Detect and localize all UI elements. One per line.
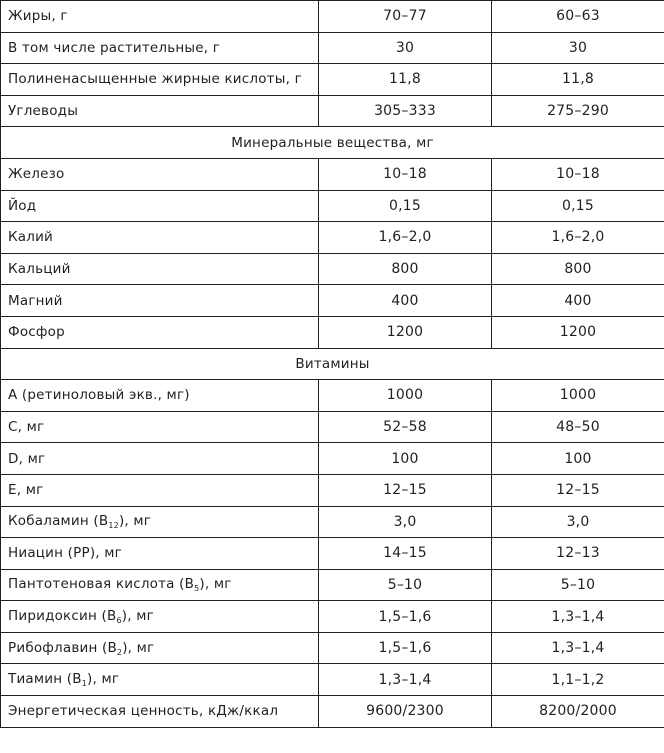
section-header-row [1,127,664,159]
value-cell-2: 1,1–1,2 [492,664,664,696]
row-label: Ниацин (PP), мг [1,538,319,570]
value-cell-2: 5–10 [492,569,664,601]
value-cell-2: 0,15 [492,190,664,222]
value-cell-1: 1,5–1,6 [319,632,492,664]
row-label [1,601,319,633]
table-row [1,632,664,664]
table-row [1,443,664,475]
label-text: Пиридоксин (B [8,608,117,625]
value-cell-1: 52–58 [319,411,492,443]
row-label: Магний [1,285,319,317]
value-cell-1: 1,6–2,0 [319,222,492,254]
label-text-end: ), мг [122,639,155,656]
value-cell-1: 14–15 [319,538,492,570]
nutrition-table-body [1,1,664,728]
value-cell-2: 275–290 [492,95,664,127]
row-label: D, мг [1,443,319,475]
table-row [1,601,664,633]
row-label: Фосфор [1,316,319,348]
value-cell-2: 12–15 [492,474,664,506]
label-text: Тиамин (B [8,671,82,688]
value-cell-2: 1,3–1,4 [492,601,664,633]
row-label: Полиненасыщенные жирные кислоты, г [1,64,319,96]
value-cell-2: 1,3–1,4 [492,632,664,664]
table-row [1,253,664,285]
value-cell-1: 1200 [319,316,492,348]
row-label: Кальций [1,253,319,285]
value-cell-2: 10–18 [492,158,664,190]
row-label: A (ретиноловый экв., мг) [1,380,319,412]
table-row [1,474,664,506]
value-cell-1: 305–333 [319,95,492,127]
row-label [1,506,319,538]
table-row [1,538,664,570]
row-label [1,664,319,696]
label-subscript: 6 [116,616,122,626]
value-cell-1: 11,8 [319,64,492,96]
section-header-minerals: Минеральные вещества, мг [1,127,664,159]
value-cell-1: 10–18 [319,158,492,190]
label-text: Кобаламин (B [8,513,109,530]
row-label [1,632,319,664]
row-label [1,569,319,601]
value-cell-2: 800 [492,253,664,285]
value-cell-2: 1,6–2,0 [492,222,664,254]
table-row [1,316,664,348]
value-cell-2: 11,8 [492,64,664,96]
value-cell-2: 1200 [492,316,664,348]
label-text-end: ), мг [199,576,232,593]
table-row [1,696,664,728]
table-row [1,190,664,222]
value-cell-2: 48–50 [492,411,664,443]
value-cell-2: 12–13 [492,538,664,570]
table-row [1,285,664,317]
label-text: Пантотеновая кислота (B [8,576,195,593]
value-cell-2: 100 [492,443,664,475]
table-row [1,506,664,538]
value-cell-1: 5–10 [319,569,492,601]
value-cell-1: 30 [319,32,492,64]
table-row [1,32,664,64]
value-cell-1: 0,15 [319,190,492,222]
table-row [1,380,664,412]
table-row [1,1,664,33]
value-cell-1: 3,0 [319,506,492,538]
label-subscript: 5 [194,584,200,594]
table-row [1,222,664,254]
row-label: Калий [1,222,319,254]
row-label: В том числе растительные, г [1,32,319,64]
value-cell-2: 400 [492,285,664,317]
label-subscript: 1 [81,679,87,689]
value-cell-2: 60–63 [492,1,664,33]
table-row [1,95,664,127]
label-text: Рибофлавин (B [8,639,117,656]
row-label: Жиры, г [1,1,319,33]
value-cell-2: 8200/2000 [492,696,664,728]
value-cell-1: 1000 [319,380,492,412]
label-subscript: 12 [108,521,119,531]
table-row [1,158,664,190]
section-header-vitamins: Витамины [1,348,664,380]
label-text-end: ), мг [118,513,152,530]
value-cell-1: 70–77 [319,1,492,33]
row-label: Углеводы [1,95,319,127]
table-row [1,569,664,601]
row-label: E, мг [1,474,319,506]
value-cell-1: 100 [319,443,492,475]
table-row [1,664,664,696]
section-header-row [1,348,664,380]
value-cell-1: 400 [319,285,492,317]
value-cell-1: 1,5–1,6 [319,601,492,633]
table-row [1,64,664,96]
row-label: Железо [1,158,319,190]
label-text-end: ), мг [87,671,120,688]
label-subscript: 2 [116,647,123,657]
row-label: Энергетическая ценность, кДж/ккал [1,696,319,728]
value-cell-1: 800 [319,253,492,285]
value-cell-2: 3,0 [492,506,664,538]
value-cell-1: 1,3–1,4 [319,664,492,696]
value-cell-2: 1000 [492,380,664,412]
label-text-end: ), мг [121,608,154,625]
row-label: Йод [1,190,319,222]
value-cell-1: 9600/2300 [319,696,492,728]
value-cell-2: 30 [492,32,664,64]
value-cell-1: 12–15 [319,474,492,506]
table-row [1,411,664,443]
row-label: C, мг [1,411,319,443]
